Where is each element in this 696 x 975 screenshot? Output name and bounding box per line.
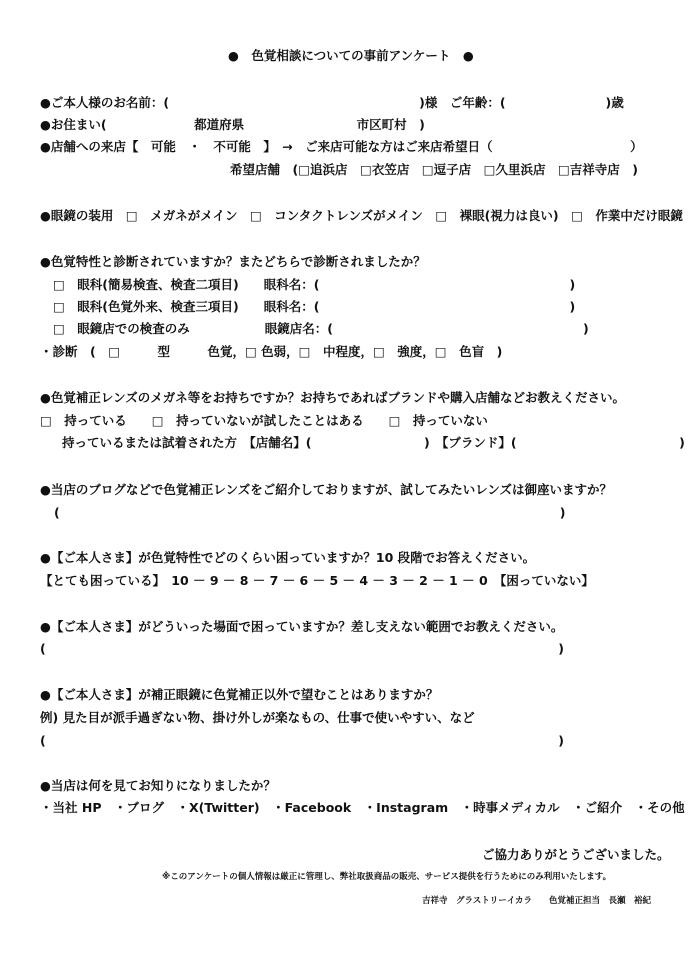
- blog-question: ●当店のブログなどで色覚補正レンズをご紹介しておりますが、試してみたいレンズは御座いますか？: [40, 482, 613, 497]
- page-title: ● 色覚相談についての事前アンケート ●: [228, 48, 474, 63]
- scale-question: ●【ご本人さま】が色覚特性でどのくらい困っていますか？10 段階でお答えください。: [40, 550, 536, 565]
- lens-question: ●色覚補正レンズのメガネ等をお持ちですか？お持ちであればブランドや購入店舗などお教えください。: [40, 390, 625, 405]
- lens-options[interactable]: □ 持っている □ 持っていないが試したことはある □ 持っていない: [40, 413, 488, 428]
- scene-answer-field[interactable]: ( ): [40, 641, 564, 656]
- name-age-field[interactable]: ●ご本人様のお名前：( )様 ご年齢：( )歳: [40, 95, 624, 110]
- source-question: ●当店は何を見てお知りになりましたか？: [40, 778, 276, 793]
- source-options[interactable]: ・当社 HP ・ブログ ・X(Twitter) ・Facebook ・Instagram ・時事メディカル ・ご紹介 ・その他: [40, 800, 685, 815]
- wish-question: ●【ご本人さま】が補正眼鏡に色覚補正以外で望むことはありますか？: [40, 687, 439, 702]
- diagnosis-option-1[interactable]: □ 眼科(簡易検査、検査二項目) 眼科名：( ): [53, 277, 576, 292]
- store-choice[interactable]: 希望店舗 (□追浜店 □衣笠店 □逗子店 □久里浜店 □吉祥寺店 ): [230, 162, 638, 177]
- glasses-usage[interactable]: ●眼鏡の装用 □ メガネがメイン □ コンタクトレンズがメイン □ 裸眼(視力は良い) □ 作業中だけ眼鏡: [40, 208, 683, 223]
- blog-answer-field[interactable]: ( ): [54, 505, 566, 520]
- wish-answer-field[interactable]: ( ): [40, 733, 564, 748]
- visit-field[interactable]: ●店舗への来店【 可能 ・ 不可能 】 → ご来店可能な方はご来店希望日（ ）: [40, 139, 643, 154]
- diagnosis-type[interactable]: ・診断 ( □ 型 色覚，□ 色弱，□ 中程度，□ 強度，□ 色盲 ): [40, 344, 503, 359]
- diagnosis-question: ●色覚特性と診断されていますか？またどちらで診断されましたか？: [40, 254, 426, 269]
- thanks-text: ご協力ありがとうございました。: [482, 847, 670, 862]
- address-field[interactable]: ●お住まい( 都道府県 市区町村 ): [40, 117, 425, 132]
- lens-detail[interactable]: 持っているまたは試着された方 【店舗名】( ) 【ブランド】( ): [62, 435, 685, 450]
- privacy-note: ※このアンケートの個人情報は厳正に管理し、弊社取扱商品の販売、サービス提供を行うためにのみ利用いたします。: [162, 872, 612, 882]
- signature: 吉祥寺 グラストリーイカラ 色覚補正担当 長瀬 裕紀: [422, 896, 651, 906]
- wish-example: 例) 見た目が派手過ぎない物、掛け外しが楽なもの、仕事で使いやすい、など: [40, 710, 475, 725]
- diagnosis-option-2[interactable]: □ 眼科(色覚外来、検査三項目) 眼科名：( ): [53, 299, 576, 314]
- scene-question: ●【ご本人さま】がどういった場面で困っていますか？差し支えない範囲でお教えください。: [40, 619, 564, 634]
- scale-answer[interactable]: 【とても困っている】 10 － 9 － 8 － 7 － 6 － 5 － 4 － 3 － 2 － 1 － 0 【困っていない】: [40, 573, 594, 588]
- diagnosis-option-3[interactable]: □ 眼鏡店での検査のみ 眼鏡店名：( ): [53, 321, 589, 336]
